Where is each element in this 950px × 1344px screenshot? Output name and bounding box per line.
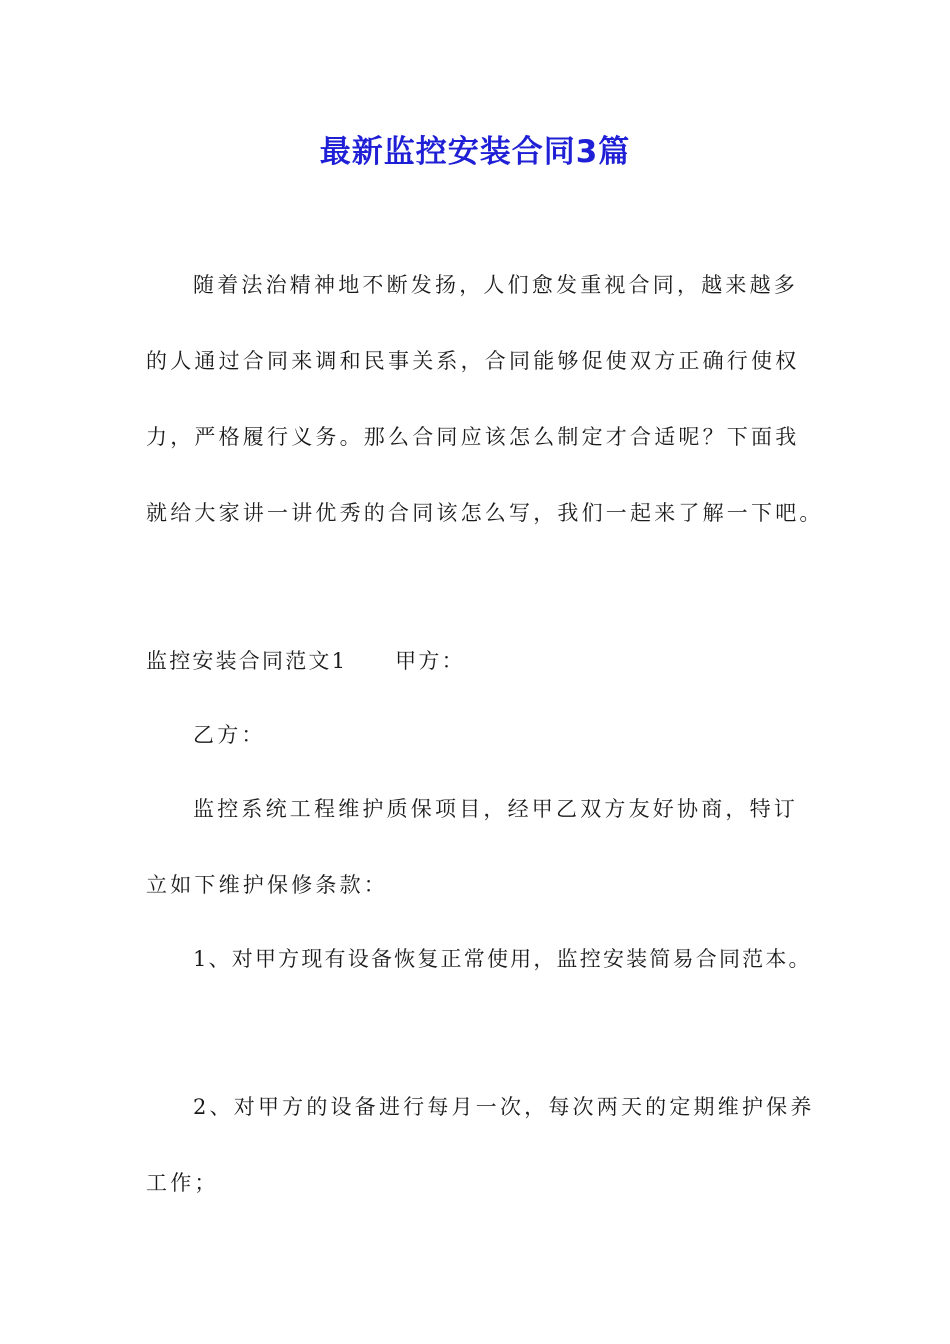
clause-item-2-line-2: 工作； (146, 1171, 219, 1195)
intro-line-1: 随着法治精神地不断发扬，人们愈发重视合同，越来越多 (193, 273, 798, 297)
clause-intro-line-2: 立如下维护保修条款： (146, 873, 388, 897)
party-b-label: 乙方： (193, 723, 266, 747)
clause-item-2-line-1: 2、对甲方的设备进行每月一次，每次两天的定期维护保养 (193, 1095, 815, 1119)
intro-line-3: 力，严格履行义务。那么合同应该怎么制定才合适呢？下面我 (146, 425, 800, 449)
clause-intro-line-1: 监控系统工程维护质保项目，经甲乙双方友好协商，特订 (193, 797, 798, 821)
clause-item-1: 1、对甲方现有设备恢复正常使用，监控安装简易合同范本。 (193, 947, 812, 971)
party-a-label: 甲方： (395, 649, 465, 673)
section-heading-row (146, 646, 826, 676)
section-heading: 监控安装合同范文1 (146, 649, 348, 673)
document-title: 最新监控安装合同3篇 (319, 134, 631, 170)
intro-line-4: 就给大家讲一讲优秀的合同该怎么写，我们一起来了解一下吧。 (146, 501, 824, 525)
intro-line-2: 的人通过合同来调和民事关系，合同能够促使双方正确行使权 (146, 349, 800, 373)
